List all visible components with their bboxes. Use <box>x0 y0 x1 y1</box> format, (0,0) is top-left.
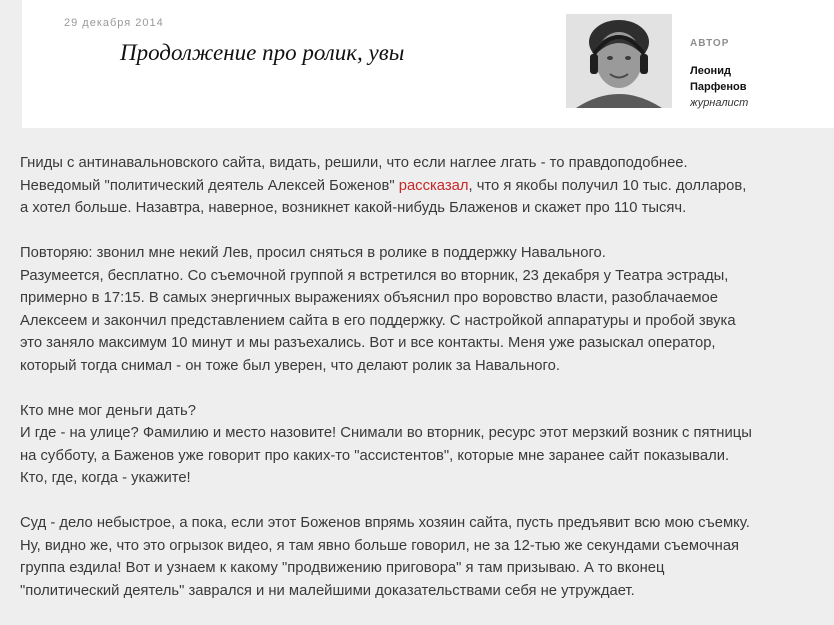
text-line <box>20 175 830 198</box>
publish-date: 29 декабря 2014 <box>64 17 164 29</box>
page-title: Продолжение про ролик, увы <box>120 40 405 65</box>
article-header <box>22 0 834 128</box>
text-line: Разумеется, бесплатно. Со съемочной группой я встретился во вторник, 23 декабря у Театра эстрады, <box>20 267 729 284</box>
text-line: "политический деятель" заврался и ни малейшими доказательствами себя не утруждает. <box>20 582 635 599</box>
text-line: Суд - дело небыстрое, а пока, если этот Боженов впрямь хозяин сайта, пусть предъявит всю мою съемку. <box>20 515 750 531</box>
author-role: журналист <box>690 97 749 109</box>
text-line: примерно в 17:15. В самых энергичных выражениях объяснил про воровство власти, разоблачаемое <box>20 290 718 306</box>
text-line: группа ездила! Вот и узнаем к какому "продвижению приговора" я там призываю. А то вконец <box>20 560 665 576</box>
text-line: Кто, где, когда - укажите! <box>20 470 191 486</box>
text-line: Кто мне мог деньги дать? <box>20 402 196 419</box>
author-photo-icon <box>566 14 672 108</box>
author-photo[interactable] <box>566 14 672 108</box>
text-segment: , что я якобы получил 10 тыс. долларов, <box>468 177 747 194</box>
author-name[interactable] <box>690 63 790 95</box>
text-line: это заняло максимум 10 минут и мы разъехались. Вот и все контакты. Меня уже разыскал оператор, <box>20 335 716 351</box>
text-line: на субботу, а Баженов уже говорит про каких-то "ассистентов", которые мне заранее сайт показывали. <box>20 447 730 464</box>
paragraph-3 <box>20 400 830 490</box>
author-last-name[interactable]: Парфенов <box>690 81 747 93</box>
source-link[interactable]: рассказал <box>398 177 469 194</box>
paragraph-1 <box>20 152 830 220</box>
text-line: который тогда снимал - он тоже был уверен, что делают ролик за Навального. <box>20 357 560 374</box>
text-line: И где - на улице? Фамилию и место назовите! Снимали во вторник, ресурс этот мерзкий возник с пятницы <box>20 425 752 441</box>
paragraph-2 <box>20 242 830 377</box>
text-line: Ну, видно же, что это огрызок видео, я там явно больше говорил, не за 12-тью же секундами съемочная <box>20 537 740 554</box>
text-line: Гниды с антинавальновского сайта, видать, решили, что если наглее лгать - то правдоподобнее. <box>20 155 688 171</box>
text-segment: Неведомый "политический деятель Алексей Боженов" <box>20 177 399 194</box>
author-label: АВТОР <box>690 38 730 49</box>
author-first-name[interactable]: Леонид <box>690 65 731 77</box>
article-body <box>20 152 830 625</box>
text-line: Алексеем и закончил представлением сайта в его поддержку. С настройкой аппаратуры и пробой звука <box>20 312 736 329</box>
text-line: а хотел больше. Назавтра, наверное, возникнет какой-нибудь Блаженов и скажет про 110 тысяч. <box>20 200 687 216</box>
text-line: Повторяю: звонил мне некий Лев, просил сняться в ролике в поддержку Навального. <box>20 245 606 261</box>
paragraph-4 <box>20 512 830 602</box>
